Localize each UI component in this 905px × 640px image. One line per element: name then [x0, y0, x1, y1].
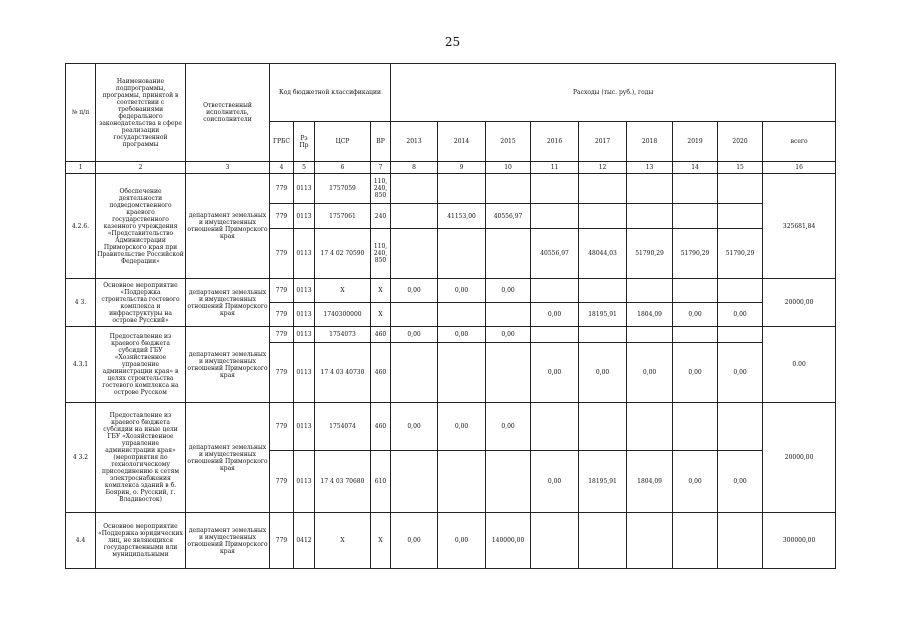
- cell-value: 18195,91: [579, 303, 627, 327]
- cell-value: [579, 279, 627, 303]
- cell-value: [673, 403, 718, 451]
- col-number: 8: [391, 162, 438, 174]
- cell-value: [486, 343, 531, 403]
- cell-value: 0,00: [673, 303, 718, 327]
- col-number: 10: [486, 162, 531, 174]
- col-number: 14: [673, 162, 718, 174]
- cell-value: 18195,91: [579, 451, 627, 513]
- cell-csr: 17 4 02 70590: [315, 229, 371, 279]
- cell-grbs: 779: [270, 204, 294, 229]
- header-row-1: [66, 64, 836, 122]
- cell-vr: 610: [371, 451, 391, 513]
- table-row: [66, 327, 836, 343]
- cell-value: 40556,97: [531, 229, 579, 279]
- cell-value: 0,00: [486, 403, 531, 451]
- cell-rzpr: 0113: [294, 229, 315, 279]
- header-year: 2017: [579, 122, 627, 162]
- cell-value: 0,00: [718, 303, 763, 327]
- cell-value: [391, 204, 438, 229]
- header-num: № п/п: [66, 64, 96, 162]
- header-year: 2013: [391, 122, 438, 162]
- cell-vr: 110, 240, 850: [371, 229, 391, 279]
- cell-value: [718, 174, 763, 204]
- header-name: Наименование подпрограммы, программы, принятой в соответствии с требованиями федерального законодательства в сфере реализации государственной программы: [96, 64, 186, 162]
- header-total: всего: [763, 122, 836, 162]
- header-executor: Ответственный исполнитель, соисполнители: [186, 64, 270, 162]
- cell-grbs: 779: [270, 174, 294, 204]
- cell-value: [718, 279, 763, 303]
- header-grbs: ГРБС: [270, 122, 294, 162]
- col-number: 5: [294, 162, 315, 174]
- cell-value: 0,00: [438, 279, 486, 303]
- cell-value: 51790,29: [673, 229, 718, 279]
- cell-value: [391, 343, 438, 403]
- row-total: 325681,84: [763, 174, 836, 279]
- header-year: 2015: [486, 122, 531, 162]
- cell-value: 48044,03: [579, 229, 627, 279]
- header-rzpr: Рз Пр: [294, 122, 315, 162]
- cell-vr: 460: [371, 403, 391, 451]
- cell-value: [579, 327, 627, 343]
- cell-grbs: 779: [270, 513, 294, 569]
- cell-csr: X: [315, 513, 371, 569]
- cell-vr: X: [371, 513, 391, 569]
- table-row: [66, 513, 836, 569]
- row-total: 20000,00: [763, 279, 836, 327]
- row-executor: департамент земельных и имущественных отношений Приморского края: [186, 403, 270, 513]
- cell-value: [438, 229, 486, 279]
- cell-value: [627, 174, 673, 204]
- col-number: 16: [763, 162, 836, 174]
- cell-value: 0,00: [391, 327, 438, 343]
- cell-rzpr: 0113: [294, 451, 315, 513]
- header-csr: ЦСР: [315, 122, 371, 162]
- cell-csr: 1754073: [315, 327, 371, 343]
- cell-grbs: 779: [270, 343, 294, 403]
- row-name: Предоставление из краевого бюджета субсидий ГБУ «Хозяйственное управление администрации края» в целях строительства гостевого комплекса на острове Русском: [96, 327, 186, 403]
- col-number: 2: [96, 162, 186, 174]
- cell-value: [673, 174, 718, 204]
- cell-grbs: 779: [270, 403, 294, 451]
- table-row: [66, 279, 836, 303]
- cell-rzpr: 0113: [294, 204, 315, 229]
- budget-table: [65, 63, 836, 569]
- cell-rzpr: 0113: [294, 174, 315, 204]
- row-executor: департамент земельных и имущественных отношений Приморского края: [186, 327, 270, 403]
- header-year: 2014: [438, 122, 486, 162]
- cell-value: [673, 327, 718, 343]
- row-executor: департамент земельных и имущественных отношений Приморского края: [186, 279, 270, 327]
- cell-value: 0,00: [391, 403, 438, 451]
- cell-value: [531, 174, 579, 204]
- cell-value: [579, 204, 627, 229]
- row-total: 300000,00: [763, 513, 836, 569]
- cell-vr: 110, 240, 850: [371, 174, 391, 204]
- col-number: 3: [186, 162, 270, 174]
- cell-csr: X: [315, 279, 371, 303]
- cell-value: [673, 279, 718, 303]
- cell-value: [531, 204, 579, 229]
- col-number: 13: [627, 162, 673, 174]
- header-kbk: Код бюджетной классификации: [270, 64, 391, 122]
- cell-value: [391, 174, 438, 204]
- cell-value: [627, 403, 673, 451]
- cell-value: 51790,29: [718, 229, 763, 279]
- header-expenses: Расходы (тыс. руб.), годы: [391, 64, 836, 122]
- cell-value: 0,00: [438, 403, 486, 451]
- col-number: 6: [315, 162, 371, 174]
- cell-value: 0,00: [391, 513, 438, 569]
- cell-value: 0,00: [673, 451, 718, 513]
- cell-value: [531, 279, 579, 303]
- cell-grbs: 779: [270, 303, 294, 327]
- page-number: 25: [444, 35, 461, 49]
- cell-value: 0,00: [486, 279, 531, 303]
- cell-value: 0,00: [673, 343, 718, 403]
- row-total: 20000,00: [763, 403, 836, 513]
- cell-value: [579, 403, 627, 451]
- cell-value: [391, 451, 438, 513]
- cell-value: 1804,09: [627, 451, 673, 513]
- cell-vr: 460: [371, 343, 391, 403]
- cell-vr: X: [371, 303, 391, 327]
- row-number: 4.2.6.: [66, 174, 96, 279]
- cell-value: 1804,09: [627, 303, 673, 327]
- cell-value: 0,00: [718, 343, 763, 403]
- cell-vr: 240: [371, 204, 391, 229]
- cell-value: [531, 403, 579, 451]
- cell-value: 0,00: [438, 513, 486, 569]
- cell-rzpr: 0113: [294, 327, 315, 343]
- cell-value: 0,00: [486, 327, 531, 343]
- cell-value: [627, 204, 673, 229]
- cell-value: [486, 303, 531, 327]
- cell-value: [718, 513, 763, 569]
- col-number: 15: [718, 162, 763, 174]
- cell-value: 140000,00: [486, 513, 531, 569]
- cell-rzpr: 0412: [294, 513, 315, 569]
- cell-value: [579, 513, 627, 569]
- cell-value: [718, 403, 763, 451]
- col-number: 7: [371, 162, 391, 174]
- cell-value: 0,00: [391, 279, 438, 303]
- row-number: 4.4: [66, 513, 96, 569]
- col-number: 9: [438, 162, 486, 174]
- cell-csr: 1757059: [315, 174, 371, 204]
- table-row: [66, 174, 836, 204]
- cell-csr: 1740300000: [315, 303, 371, 327]
- cell-value: [627, 327, 673, 343]
- cell-value: [531, 327, 579, 343]
- col-number: 12: [579, 162, 627, 174]
- column-numbers-row: [66, 162, 836, 174]
- row-name: Основное мероприятие «Поддержка строительства гостевого комплекса и инфраструктуры на острове Русский»: [96, 279, 186, 327]
- cell-value: [531, 513, 579, 569]
- row-name: Обеспечение деятельности подведомственного краевого государственного казенного учреждения «Представительство Администрации Приморского края при Правительстве Российской Федерации»: [96, 174, 186, 279]
- cell-value: 0,00: [579, 343, 627, 403]
- cell-value: [627, 513, 673, 569]
- row-name: Предоставление из краевого бюджета субсидии на иные цели ГБУ «Хозяйственное управление администрации края» (мероприятия по технологическому присоединению к сетям электроснабжения комплекса зданий в б. Боярин, о. Русский, г. Владивосток): [96, 403, 186, 513]
- header-year: 2019: [673, 122, 718, 162]
- row-total: 0.00: [763, 327, 836, 403]
- cell-value: [486, 174, 531, 204]
- cell-value: 41153,00: [438, 204, 486, 229]
- cell-value: [391, 303, 438, 327]
- col-number: 11: [531, 162, 579, 174]
- header-year: 2018: [627, 122, 673, 162]
- cell-value: [579, 174, 627, 204]
- cell-grbs: 779: [270, 327, 294, 343]
- cell-rzpr: 0113: [294, 279, 315, 303]
- cell-value: [486, 229, 531, 279]
- row-executor: департамент земельных и имущественных отношений Приморского края: [186, 513, 270, 569]
- cell-csr: 1754074: [315, 403, 371, 451]
- cell-value: [718, 204, 763, 229]
- cell-csr: 17 4 03 40730: [315, 343, 371, 403]
- cell-value: [718, 327, 763, 343]
- cell-value: 0,00: [718, 451, 763, 513]
- cell-value: [438, 451, 486, 513]
- cell-value: [627, 279, 673, 303]
- row-name: Основное мероприятие «Поддержка юридических лиц, не являющихся государственными или муниципальными: [96, 513, 186, 569]
- cell-value: 0,00: [531, 451, 579, 513]
- cell-value: [391, 229, 438, 279]
- row-number: 4 3.: [66, 279, 96, 327]
- col-number: 1: [66, 162, 96, 174]
- cell-value: [673, 204, 718, 229]
- cell-rzpr: 0113: [294, 343, 315, 403]
- row-executor: департамент земельных и имущественных отношений Приморского края: [186, 174, 270, 279]
- cell-value: [438, 343, 486, 403]
- cell-value: 0,00: [438, 327, 486, 343]
- cell-value: 0,00: [531, 343, 579, 403]
- header-year: 2020: [718, 122, 763, 162]
- row-number: 4.3.1: [66, 327, 96, 403]
- cell-vr: X: [371, 279, 391, 303]
- cell-csr: 1757061: [315, 204, 371, 229]
- cell-csr: 17 4 03 70680: [315, 451, 371, 513]
- cell-value: 0,00: [531, 303, 579, 327]
- cell-value: [438, 303, 486, 327]
- cell-grbs: 779: [270, 229, 294, 279]
- cell-value: 40556,97: [486, 204, 531, 229]
- cell-value: [486, 451, 531, 513]
- cell-vr: 460: [371, 327, 391, 343]
- table-row: [66, 403, 836, 451]
- header-year: 2016: [531, 122, 579, 162]
- col-number: 4: [270, 162, 294, 174]
- row-number: 4 3.2: [66, 403, 96, 513]
- cell-value: [438, 174, 486, 204]
- cell-value: 0,00: [627, 343, 673, 403]
- cell-rzpr: 0113: [294, 303, 315, 327]
- cell-value: 51790,29: [627, 229, 673, 279]
- cell-rzpr: 0113: [294, 403, 315, 451]
- cell-grbs: 779: [270, 451, 294, 513]
- cell-value: [673, 513, 718, 569]
- cell-grbs: 779: [270, 279, 294, 303]
- header-vr: ВР: [371, 122, 391, 162]
